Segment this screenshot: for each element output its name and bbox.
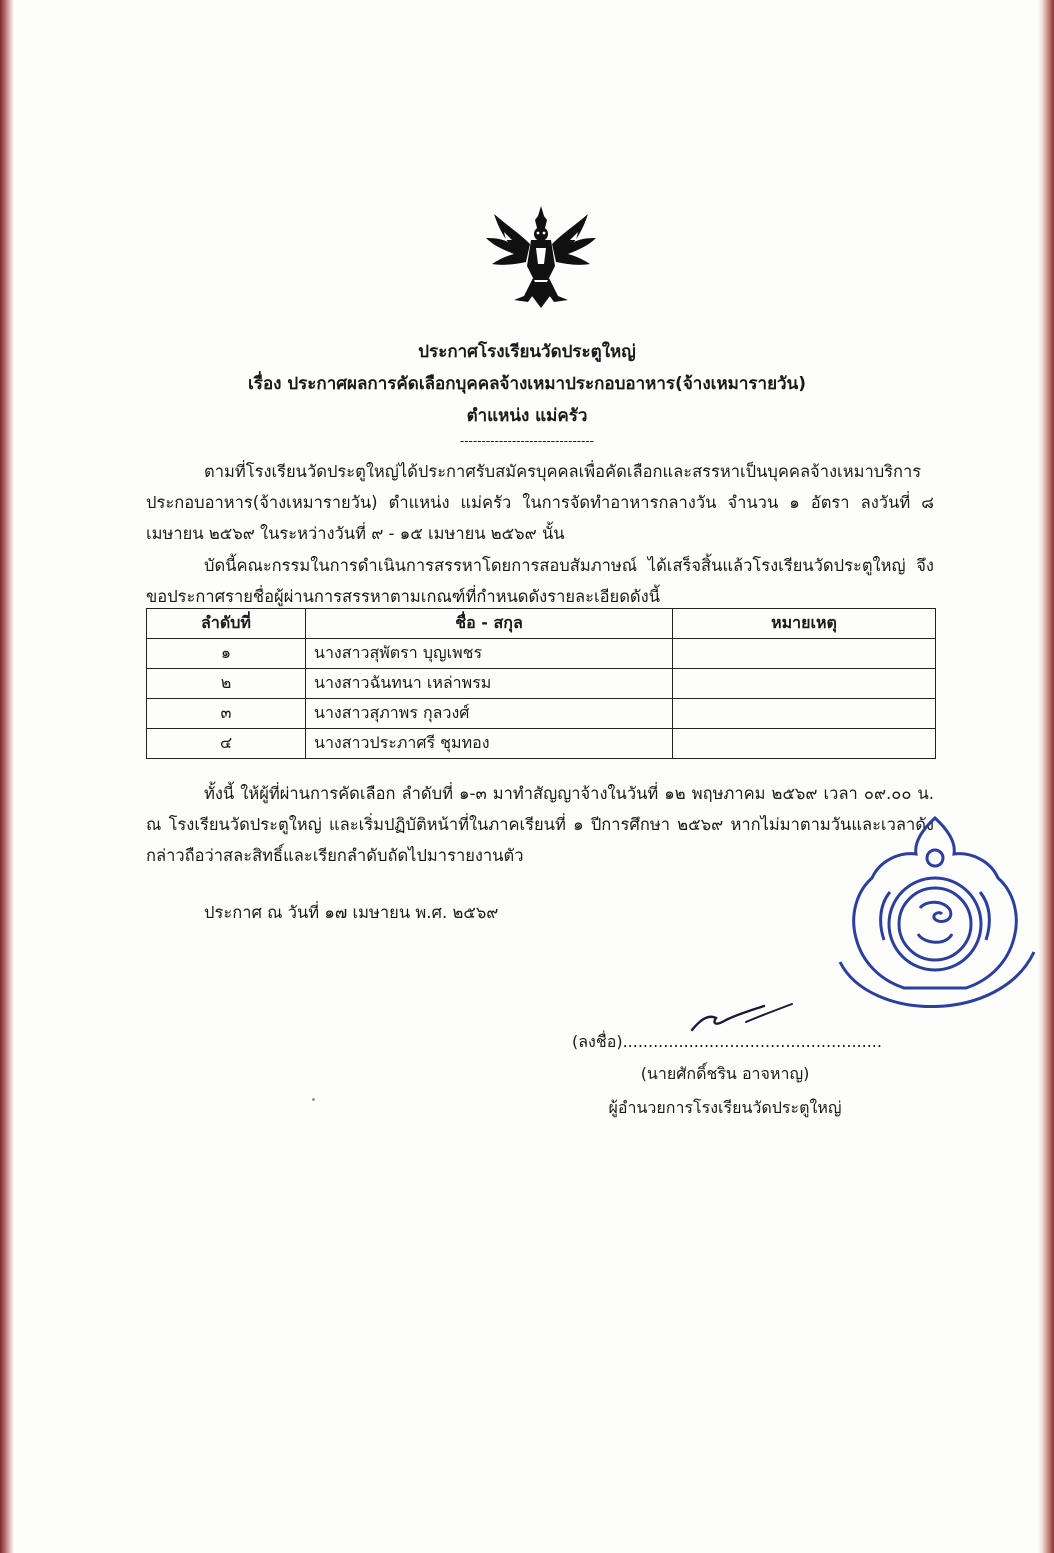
table-row	[147, 699, 936, 729]
table-row	[147, 669, 936, 699]
director-title: ผู้อำนวยการโรงเรียนวัดประตูใหญ่	[608, 1098, 842, 1117]
row-note	[673, 639, 936, 669]
candidate-name: นางสาวสุพัตรา บุญเพชร	[306, 639, 673, 669]
garuda-emblem-icon	[484, 204, 598, 310]
signature-line: (ลงชื่อ)...................................................	[572, 1032, 882, 1051]
row-note	[673, 729, 936, 759]
row-note	[673, 669, 936, 699]
director-name: (นายศักดิ์ชริน อาจหาญ)	[640, 1064, 810, 1083]
table-header-row	[147, 609, 936, 639]
header-separator: -------------------------------	[459, 434, 595, 448]
paper-edge-left	[0, 0, 14, 1553]
row-number: ๓	[147, 699, 306, 729]
row-number: ๒	[147, 669, 306, 699]
paper-speck	[312, 1098, 315, 1101]
paper-edge-right	[1038, 0, 1054, 1553]
row-number: ๔	[147, 729, 306, 759]
candidate-name: นางสาวสุภาพร กุลวงศ์	[306, 699, 673, 729]
column-header-order: ลำดับที่	[147, 609, 306, 639]
paragraph-contract: ทั้งนี้ ให้ผู้ที่ผ่านการคัดเลือก ลำดับที่ ๑-๓ มาทำสัญญาจ้างในวันที่ ๑๒ พฤษภาคม ๒๕๖๙ เวลา ๐๙.๐๐ น. ณ โรงเรียนวัดประตูใหญ่ และเริ่มปฏิบัติหน้าที่ในภาคเรียนที่ ๑ ปีการศึกษา ๒๕๖๙ หากไม่มาตามวันและเวลาดังกล่าวถือว่าสละสิทธิ์และเรียกลำดับถัดไปมารายงานตัว	[146, 784, 934, 865]
announcement-title: ประกาศโรงเรียนวัดประตูใหญ่	[418, 342, 636, 362]
paragraph-intro: ตามที่โรงเรียนวัดประตูใหญ่ได้ประกาศรับสมัครบุคคลเพื่อคัดเลือกและสรรหาเป็นบุคคลจ้างเหมาบริการประกอบอาหาร(จ้างเหมารายวัน) ตำแหน่ง แม่ครัว ในการจัดทำอาหารกลางวัน จำนวน ๑ อัตรา ลงวันที่ ๘ เมษายน ๒๕๖๙ ในระหว่างวันที่ ๙ - ๑๕ เมษายน ๒๕๖๙ นั้น	[146, 462, 934, 543]
announcement-position: ตำแหน่ง แม่ครัว	[466, 406, 588, 426]
table-row	[147, 639, 936, 669]
announcement-subject: เรื่อง ประกาศผลการคัดเลือกบุคคลจ้างเหมาประกอบอาหาร(จ้างเหมารายวัน)	[248, 374, 806, 394]
row-note	[673, 699, 936, 729]
candidate-name: นางสาวฉันทนา เหล่าพรม	[306, 669, 673, 699]
selected-candidates-table	[146, 608, 936, 759]
school-seal-stamp	[830, 812, 1040, 1032]
candidate-name: นางสาวประภาศรี ชุมทอง	[306, 729, 673, 759]
paragraph-result: บัดนี้คณะกรรมในการดำเนินการสรรหาโดยการสอบสัมภาษณ์ ได้เสร็จสิ้นแล้วโรงเรียนวัดประตูใหญ่ จึงขอประกาศรายชื่อผู้ผ่านการสรรหาตามเกณฑ์ที่กำหนดดังรายละเอียดดังนี้	[146, 556, 934, 606]
table-row	[147, 729, 936, 759]
column-header-note: หมายเหตุ	[673, 609, 936, 639]
announce-date: ประกาศ ณ วันที่ ๑๗ เมษายน พ.ศ. ๒๕๖๙	[204, 903, 499, 922]
column-header-name: ชื่อ - สกุล	[306, 609, 673, 639]
row-number: ๑	[147, 639, 306, 669]
